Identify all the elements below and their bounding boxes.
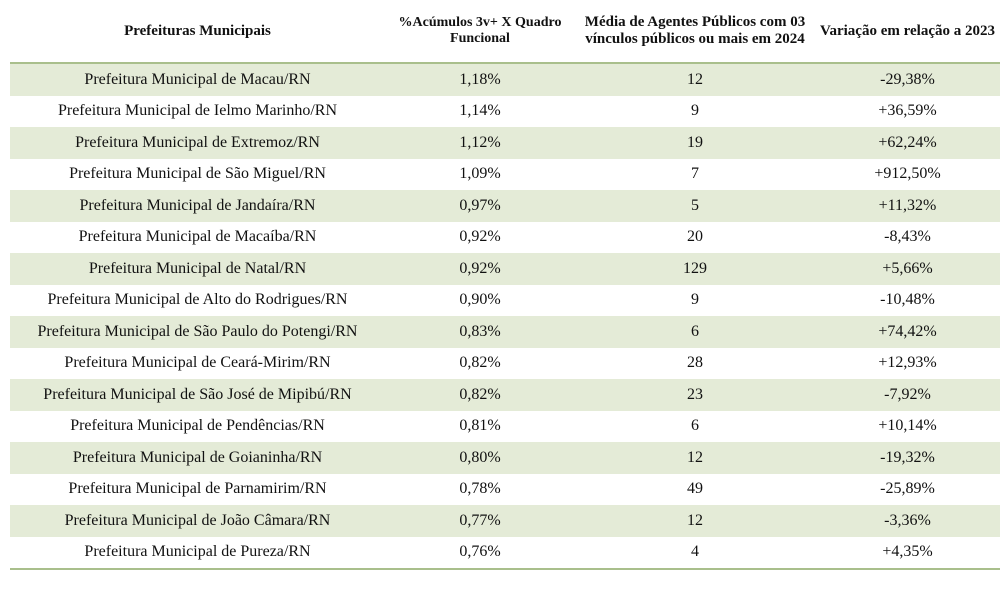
- cell-percent: 0,81%: [459, 417, 501, 435]
- cell-percent: 1,12%: [385, 127, 575, 159]
- cell-average-agents: 4: [575, 537, 815, 570]
- cell-variation: -7,92%: [815, 379, 1000, 411]
- table-row: [10, 474, 1000, 506]
- cell-percent: 0,83%: [385, 316, 575, 348]
- cell-percent: 0,80%: [385, 442, 575, 474]
- cell-average-agents: 12: [575, 505, 815, 537]
- cell-variation: -8,43%: [884, 228, 931, 246]
- cell-variation: +912,50%: [874, 165, 941, 183]
- cell-variation: -19,32%: [815, 442, 1000, 474]
- table-row: [10, 411, 1000, 443]
- table-row: [10, 190, 1000, 222]
- table-row: [10, 348, 1000, 380]
- cell-variation: -3,36%: [815, 505, 1000, 537]
- cell-prefeitura: Prefeitura Municipal de Goianinha/RN: [10, 442, 385, 474]
- cell-average-agents: 19: [575, 127, 815, 159]
- cell-average-agents: 9: [691, 291, 699, 309]
- table-row: [10, 379, 1000, 411]
- cell-variation: -25,89%: [880, 480, 935, 498]
- table-header: [10, 0, 1000, 63]
- cell-variation: -29,38%: [815, 63, 1000, 96]
- table-body: [10, 63, 1000, 569]
- cell-prefeitura: Prefeitura Municipal de Extremoz/RN: [10, 127, 385, 159]
- table-row: [10, 505, 1000, 537]
- cell-percent: 1,14%: [459, 102, 501, 120]
- cell-variation: +10,14%: [878, 417, 937, 435]
- cell-prefeitura: Prefeitura Municipal de Jandaíra/RN: [10, 190, 385, 222]
- cell-average-agents: 12: [575, 442, 815, 474]
- header-row: [10, 0, 1000, 63]
- cell-percent: 0,77%: [385, 505, 575, 537]
- cell-prefeitura: Prefeitura Municipal de São José de Mipibú/RN: [10, 379, 385, 411]
- municipal-accumulation-table: [10, 0, 1000, 570]
- cell-prefeitura: Prefeitura Municipal de Alto do Rodrigues/RN: [47, 291, 348, 309]
- cell-percent: 1,09%: [459, 165, 501, 183]
- municipal-table-container: [10, 0, 1000, 570]
- cell-variation: +62,24%: [815, 127, 1000, 159]
- cell-average-agents: 23: [575, 379, 815, 411]
- cell-average-agents: 49: [687, 480, 703, 498]
- table-row: [10, 96, 1000, 128]
- header-variation: Variação em relação a 2023: [815, 0, 1000, 63]
- cell-percent: 0,78%: [459, 480, 501, 498]
- cell-variation: +12,93%: [878, 354, 937, 372]
- table-row: [10, 253, 1000, 285]
- cell-average-agents: 20: [687, 228, 703, 246]
- header-average-agents: Média de Agentes Públicos com 03 vínculos públicos ou mais em 2024: [575, 0, 815, 63]
- table-row: [10, 159, 1000, 191]
- cell-percent: 0,92%: [385, 253, 575, 285]
- cell-prefeitura: Prefeitura Municipal de Macau/RN: [10, 63, 385, 96]
- cell-variation: +74,42%: [815, 316, 1000, 348]
- cell-prefeitura: Prefeitura Municipal de Parnamirim/RN: [68, 480, 327, 498]
- cell-percent: 0,97%: [385, 190, 575, 222]
- cell-average-agents: 12: [575, 63, 815, 96]
- cell-prefeitura: Prefeitura Municipal de São Miguel/RN: [69, 165, 326, 183]
- cell-average-agents: 6: [575, 316, 815, 348]
- cell-prefeitura: Prefeitura Municipal de Ielmo Marinho/RN: [57, 102, 338, 120]
- cell-percent: 0,92%: [459, 228, 501, 246]
- cell-variation: -10,48%: [880, 291, 935, 309]
- table-row: [10, 63, 1000, 96]
- cell-percent: 0,90%: [459, 291, 501, 309]
- cell-percent: 1,18%: [385, 63, 575, 96]
- table-row: [10, 537, 1000, 570]
- cell-percent: 0,82%: [459, 354, 501, 372]
- cell-average-agents: 5: [575, 190, 815, 222]
- cell-average-agents: 6: [691, 417, 699, 435]
- table-row: [10, 127, 1000, 159]
- cell-prefeitura: Prefeitura Municipal de João Câmara/RN: [10, 505, 385, 537]
- cell-variation: +4,35%: [815, 537, 1000, 570]
- cell-prefeitura: Prefeitura Municipal de Pendências/RN: [70, 417, 325, 435]
- table-row: [10, 442, 1000, 474]
- table-row: [10, 222, 1000, 254]
- cell-prefeitura: Prefeitura Municipal de São Paulo do Potengi/RN: [10, 316, 385, 348]
- header-percent-accumulation: %Acúmulos 3v+ X Quadro Funcional: [385, 0, 575, 63]
- table-row: [10, 316, 1000, 348]
- cell-average-agents: 129: [575, 253, 815, 285]
- cell-variation: +11,32%: [815, 190, 1000, 222]
- cell-percent: 0,76%: [385, 537, 575, 570]
- cell-prefeitura: Prefeitura Municipal de Macaíba/RN: [78, 228, 317, 246]
- cell-average-agents: 28: [687, 354, 703, 372]
- cell-variation: +36,59%: [878, 102, 937, 120]
- cell-percent: 0,82%: [385, 379, 575, 411]
- cell-prefeitura: Prefeitura Municipal de Natal/RN: [10, 253, 385, 285]
- header-prefeituras: Prefeituras Municipais: [10, 0, 385, 63]
- table-row: [10, 285, 1000, 317]
- cell-prefeitura: Prefeitura Municipal de Pureza/RN: [10, 537, 385, 570]
- cell-variation: +5,66%: [815, 253, 1000, 285]
- cell-prefeitura: Prefeitura Municipal de Ceará-Mirim/RN: [64, 354, 331, 372]
- cell-average-agents: 7: [691, 165, 699, 183]
- cell-average-agents: 9: [691, 102, 699, 120]
